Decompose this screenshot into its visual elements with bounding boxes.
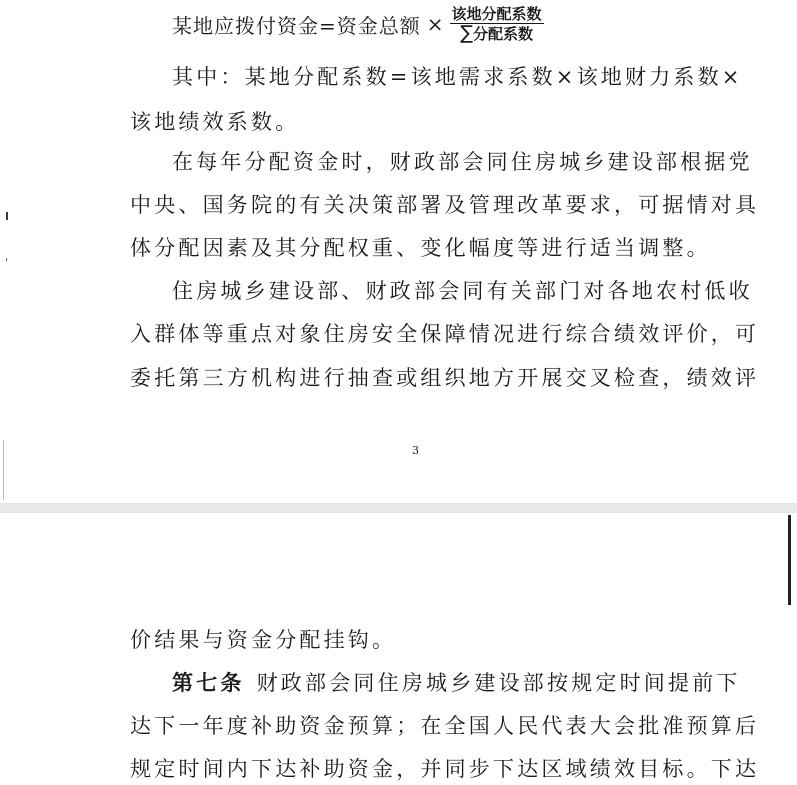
formula-lhs: 某地应拨付资金=资金总额 (172, 13, 421, 38)
paragraph-line: 住房城乡建设部、财政部会同有关部门对各地农村低收 (172, 279, 753, 303)
formula-denominator (458, 24, 535, 43)
paragraph-line: 规定时间内下达补助资金，并同步下达区域绩效目标。下达 (130, 757, 760, 781)
sigma-symbol: ∑ (460, 22, 473, 44)
formula-fraction (450, 5, 544, 43)
paragraph-line: 该地绩效系数。 (130, 110, 300, 134)
scan-artifact (6, 212, 8, 220)
paragraph-line: 入群体等重点对象住房安全保障情况进行综合绩效评价，可 (130, 322, 760, 346)
paragraph-line: 其中：某地分配系数=该地需求系数×该地财力系数× (172, 65, 743, 89)
paragraph-line: 达下一年度补助资金预算；在全国人民代表大会批准预算后 (130, 714, 760, 738)
document-page-lower (0, 513, 797, 785)
scan-edge (3, 440, 4, 500)
article-line (172, 669, 741, 697)
page-separator (0, 503, 797, 513)
paragraph-line: 委托第三方机构进行抽查或组织地方开展交叉检查，绩效评 (130, 366, 760, 390)
article-label: 第七条 (172, 670, 245, 695)
scan-edge (788, 515, 791, 605)
formula-denominator-text: 分配系数 (472, 25, 533, 43)
page-number: 3 (412, 444, 419, 457)
paragraph-line: 价结果与资金分配挂钩。 (130, 628, 397, 652)
paragraph-line: 中央、国务院的有关决策部署及管理改革要求，可据情对具 (130, 193, 760, 217)
allocation-formula (172, 0, 544, 48)
scan-artifact (6, 258, 7, 261)
article-text: 财政部会同住房城乡建设部按规定时间提前下 (256, 671, 741, 695)
paragraph-line: 体分配因素及其分配权重、变化幅度等进行适当调整。 (130, 236, 711, 260)
formula-numerator: 该地分配系数 (451, 5, 542, 23)
formula-multiply-sign: × (426, 12, 444, 36)
paragraph-line: 在每年分配资金时，财政部会同住房城乡建设部根据党 (172, 150, 753, 174)
